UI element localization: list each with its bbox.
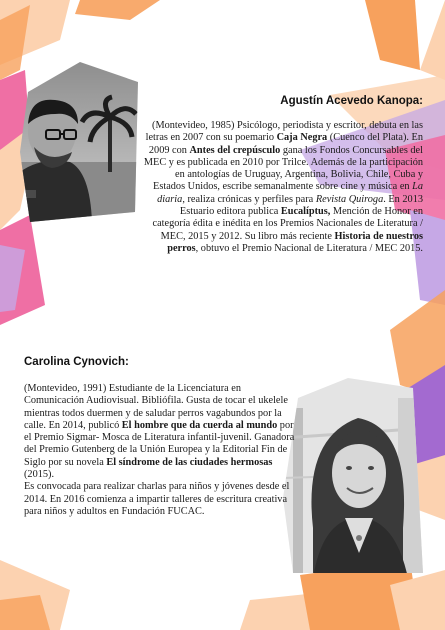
text-run: Antes del crepúsculo bbox=[189, 144, 281, 156]
text-run: Caja Negra bbox=[276, 132, 328, 144]
text-run: Es convocada para realizar charlas para niños y jóvenes desde el 2014. En 2016 comienza a impartir talleres de escritura creativa para niños y adultos en Fundación FUCAC. bbox=[24, 481, 290, 517]
text-run: (Montevideo, 1991) Estudiante de la Licenciatura en Comunicación Audiovisual. Bibliófila. Gusta de tocar el ukelele mientras todos duermen y de saludar perros vagabundos por la calle. En 2014, publicó bbox=[24, 383, 288, 431]
deco-shape bbox=[75, 0, 160, 20]
text-run: Eucalíptus, bbox=[280, 206, 331, 218]
text-run: (2015). bbox=[24, 469, 55, 481]
text-run: (Cuenco del Plata). En 2009 con bbox=[148, 132, 423, 156]
author2-name: Carolina Cynovich: bbox=[24, 356, 129, 368]
text-run: La diaria bbox=[157, 181, 423, 205]
text-run: gana los Fondos Concursables del MEC y es publicada en 2010 por Trilce. Además de la participación en antologías de Uruguay, Argentina, Bolivia, Chile, Cuba y Estados Unidos, escribe semanalmente sobre cine y música en bbox=[143, 144, 423, 193]
text-run: Revista Quiroga bbox=[315, 193, 384, 205]
text-run: Mención de Honor en categoría édita e inédita en los Premios Nacionales de Literatura / MEC, 2015 y 2012. Su libro más reciente bbox=[152, 206, 423, 242]
text-run: , obtuvo el Premio Nacional de Literatura / MEC 2015. bbox=[195, 242, 423, 254]
author1-bio bbox=[143, 120, 423, 255]
text-run: por el Premio Sigmar- Mosca de Literatura infantil-juvenil. Ganadora del Premio Gutenberg de la Unión Europea y la Editorial Fin de Siglo por su novela bbox=[24, 419, 295, 468]
text-run: Historia de nuestros perros bbox=[167, 230, 423, 254]
text-run: . En 2013 Estuario editora publica bbox=[179, 193, 423, 218]
deco-shape bbox=[420, 0, 445, 80]
author2-bio bbox=[24, 383, 302, 518]
author2-photo bbox=[283, 378, 428, 578]
text-run: El síndrome de las ciudades hermosas bbox=[106, 456, 273, 468]
author1-name: Agustín Acevedo Kanopa: bbox=[280, 95, 423, 107]
text-run: (Montevideo, 1985) Psicólogo, periodista y escritor, debuta en las letras en 2007 con su poemario bbox=[145, 120, 423, 144]
deco-shape bbox=[365, 0, 420, 70]
author1-photo bbox=[20, 62, 140, 222]
text-run: , realiza crónicas y perfiles para bbox=[182, 193, 316, 205]
text-run: El hombre que da cuerda al mundo bbox=[121, 419, 278, 431]
